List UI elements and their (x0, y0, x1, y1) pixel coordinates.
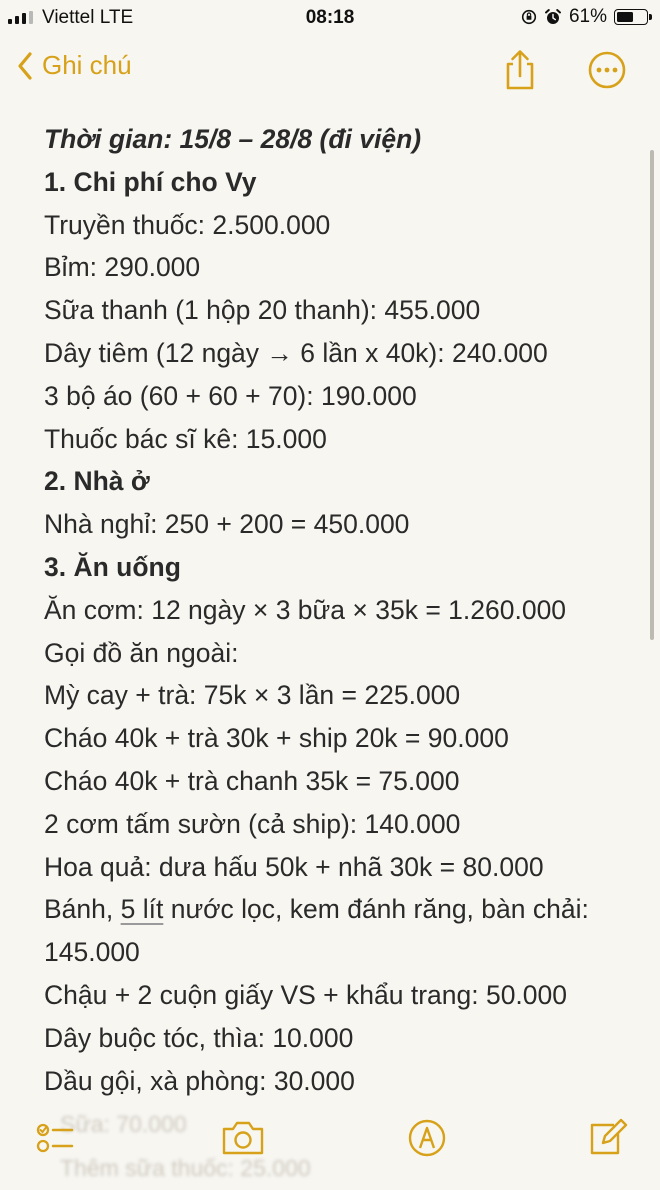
checklist-icon (34, 1116, 84, 1160)
status-bar (0, 0, 660, 36)
note-line: Mỳ cay + trà: 75k × 3 lần = 225.000 (44, 680, 461, 711)
note-line: Thuốc bác sĩ kê: 15.000 (44, 423, 327, 454)
note-line: Dây buộc tóc, thìa: 10.000 (44, 1022, 354, 1053)
compose-icon (584, 1116, 634, 1160)
back-button-label: Ghi chú (42, 50, 132, 80)
section-heading: 3. Ăn uống (44, 551, 181, 582)
note-line: Nhà nghỉ: 250 + 200 = 450.000 (44, 509, 410, 540)
scroll-indicator[interactable] (650, 150, 654, 640)
note-line: Sữa thanh (1 hộp 20 thanh): 455.000 (44, 295, 481, 326)
checklist-button[interactable] (34, 1116, 84, 1160)
carrier-label: Viettel LTE (42, 7, 134, 28)
note-line: Cháo 40k + trà 30k + ship 20k = 90.000 (44, 723, 509, 754)
note-line: Ăn cơm: 12 ngày × 3 bữa × 35k = 1.260.000 (44, 594, 567, 625)
note-line: 3 bộ áo (60 + 60 + 70): 190.000 (44, 380, 417, 411)
camera-button[interactable] (218, 1116, 268, 1160)
note-line: Cháo 40k + trà chanh 35k = 75.000 (44, 765, 460, 796)
orientation-lock-icon (521, 9, 537, 25)
markup-pen-icon (402, 1116, 452, 1160)
note-line: Dây tiêm (12 ngày → 6 lần x 40k): 240.000 (44, 337, 548, 368)
share-button[interactable] (500, 48, 540, 92)
section-heading: 1. Chi phí cho Vy (44, 166, 257, 197)
faded-line: Sữa: 70.000 (60, 1111, 187, 1137)
battery-icon (614, 9, 648, 25)
note-line: Chậu + 2 cuộn giấy VS + khẩu trang: 50.000 (44, 979, 568, 1010)
note-line: Thời gian: 15/8 – 28/8 (đi viện) (44, 124, 422, 154)
more-options-button[interactable] (585, 48, 629, 92)
navigation-bar (0, 40, 660, 98)
note-line: Hoa quả: dưa hấu 50k + nhã 30k = 80.000 (44, 851, 544, 882)
note-line: 2 cơm tấm sườn (cả ship): 140.000 (44, 808, 461, 839)
note-line: 145.000 (44, 937, 140, 968)
note-line: Truyền thuốc: 2.500.000 (44, 209, 331, 240)
battery-percent: 61% (568, 6, 607, 27)
alarm-icon (544, 8, 562, 26)
back-button[interactable] (16, 50, 132, 81)
note-line: Bỉm: 290.000 (44, 252, 201, 283)
status-indicators (521, 6, 648, 28)
status-time: 08:18 (305, 7, 355, 28)
more-icon (585, 48, 629, 92)
detected-data-link[interactable]: 5 lít (120, 894, 164, 925)
note-line (44, 888, 644, 931)
bottom-toolbar (0, 1110, 660, 1170)
note-text: Bánh, (44, 894, 121, 925)
compose-button[interactable] (584, 1116, 634, 1160)
camera-icon (218, 1116, 268, 1160)
note-body[interactable] (44, 118, 644, 1102)
note-text: nước lọc, kem đánh răng, bàn chải: (163, 894, 589, 925)
section-heading: 2. Nhà ở (44, 466, 150, 497)
faded-line: Thêm sữa thuốc: 25.000 (60, 1155, 311, 1181)
note-line: Gọi đồ ăn ngoài: (44, 637, 239, 668)
chevron-left-icon (16, 51, 34, 81)
share-icon (500, 48, 540, 92)
markup-button[interactable] (402, 1116, 452, 1160)
note-line: Dầu gội, xà phòng: 30.000 (44, 1065, 355, 1096)
